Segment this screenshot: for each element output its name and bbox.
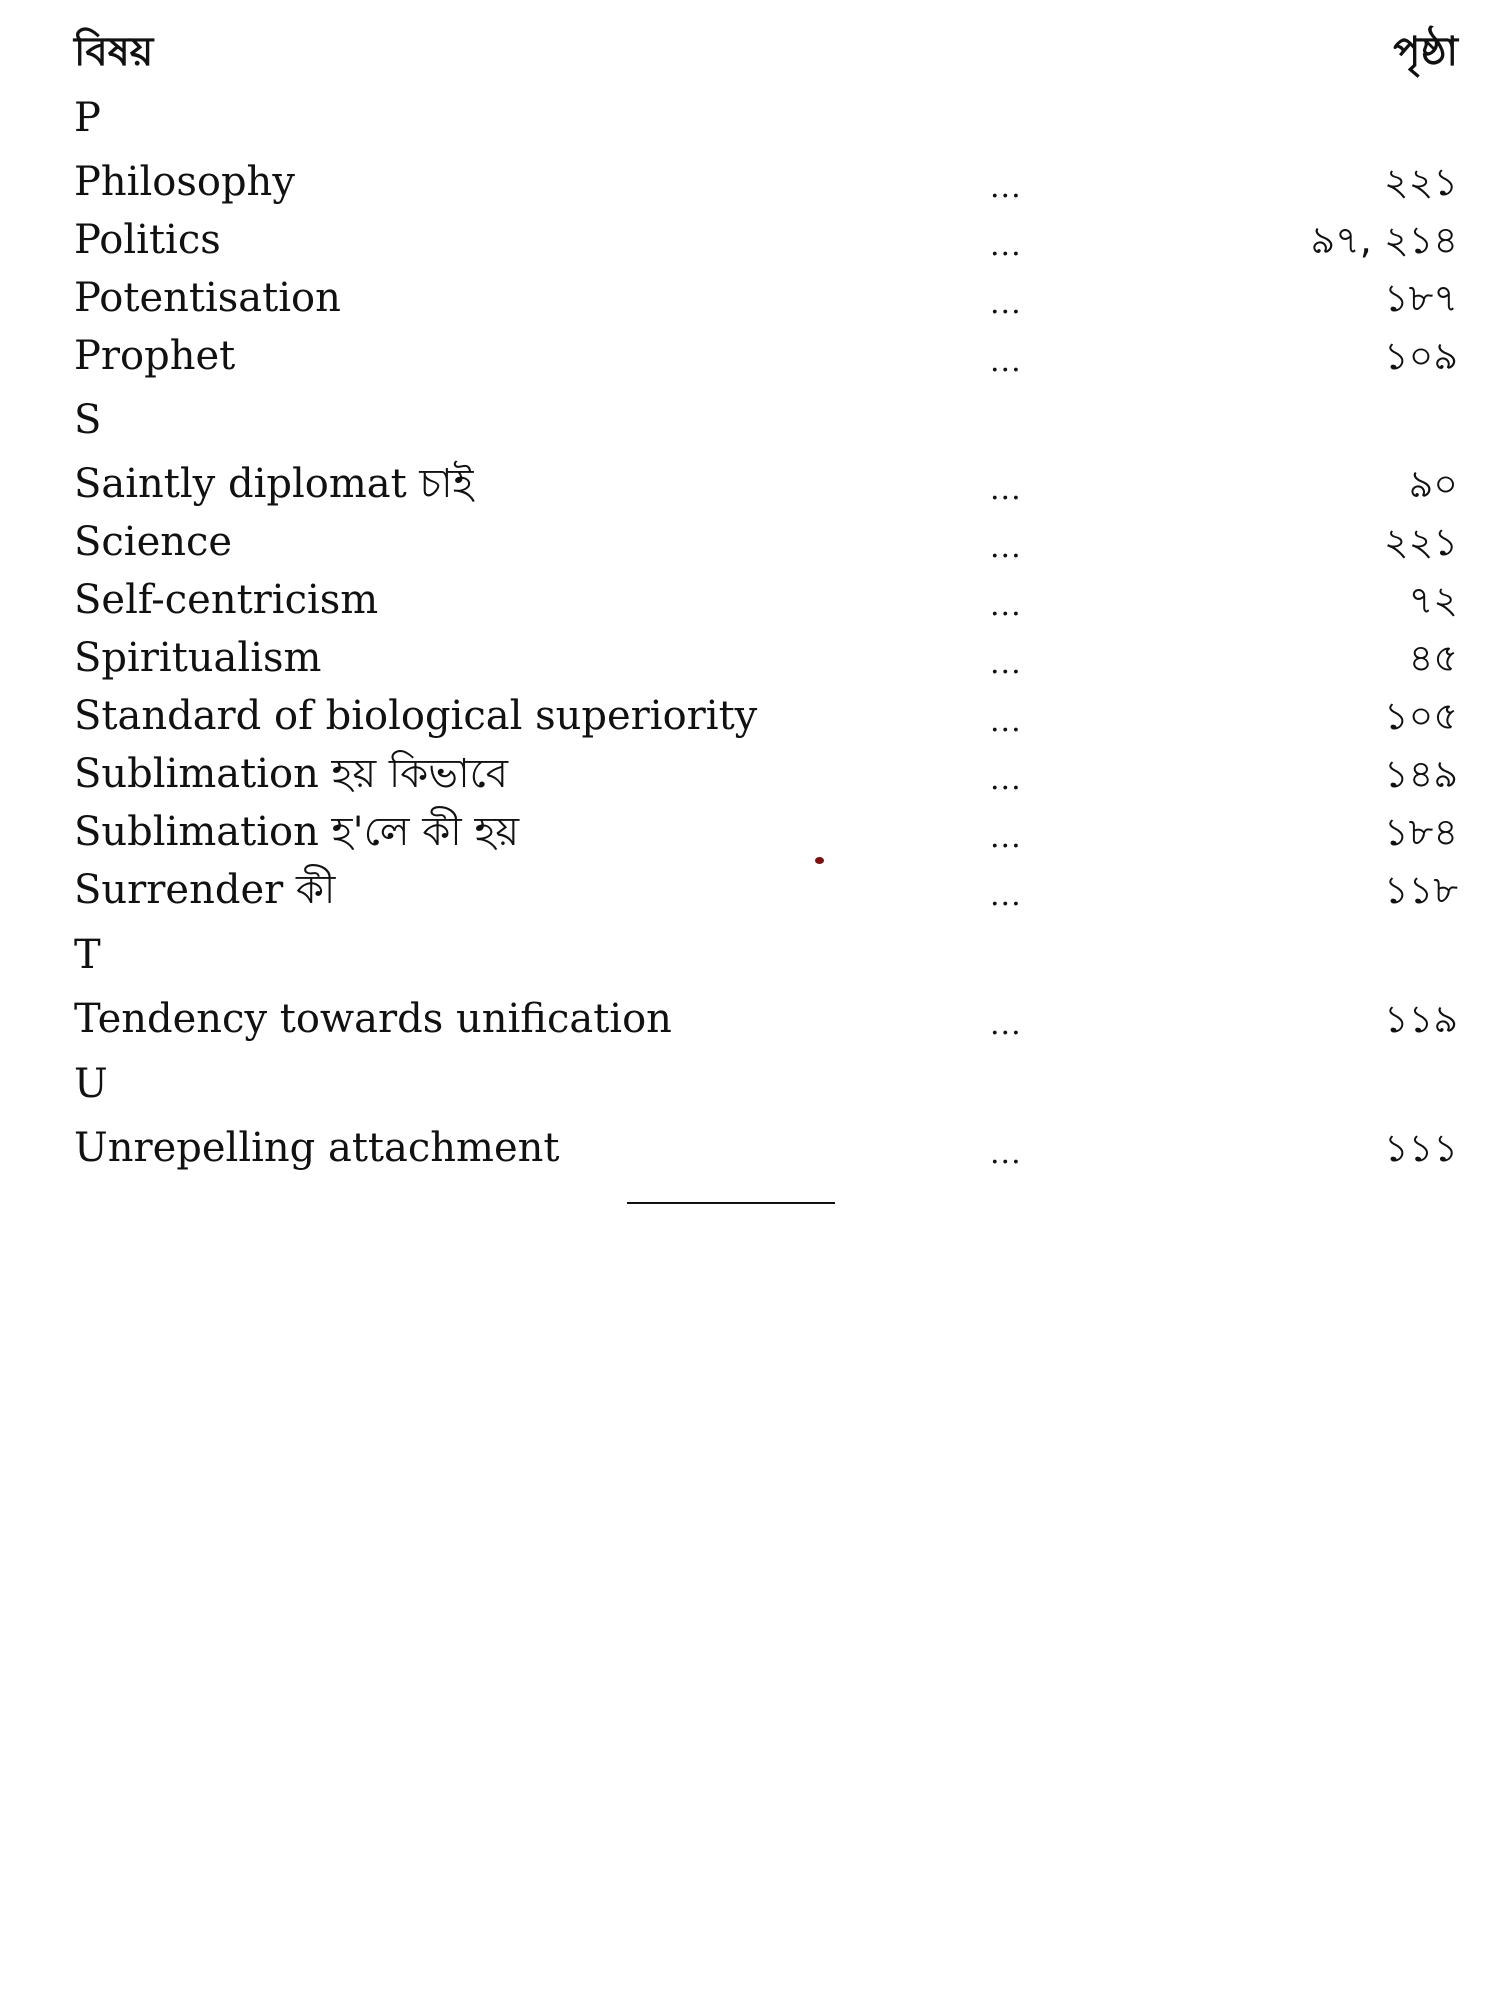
index-entry	[0, 153, 1500, 211]
entry-leader-dots: ...	[990, 530, 1022, 565]
entry-page-number: ৯৭, ২১৪	[1310, 218, 1458, 262]
index-entry	[0, 455, 1500, 513]
index-entry	[0, 571, 1500, 629]
section-letter-row	[0, 89, 1500, 147]
index-entry	[0, 629, 1500, 687]
index-entry	[0, 803, 1500, 861]
entry-term: Sublimation হয় কিভাবে	[74, 751, 509, 797]
entry-term: Surrender কী	[74, 867, 336, 913]
entry-term: Prophet	[74, 333, 236, 379]
entry-term: Tendency towards unification	[74, 996, 672, 1042]
subject-column-heading: বিষয়	[74, 29, 154, 75]
entry-page-number: ১১৯	[1384, 997, 1458, 1041]
entry-term: Philosophy	[74, 159, 295, 205]
section-letter: S	[74, 397, 102, 443]
index-entry	[0, 687, 1500, 745]
entry-page-number: ১১১	[1384, 1126, 1458, 1170]
index-entry	[0, 211, 1500, 269]
entry-leader-dots: ...	[990, 588, 1022, 623]
entry-page-number: ১০৫	[1383, 694, 1458, 738]
entry-term: Potentisation	[74, 275, 341, 321]
index-entry	[0, 990, 1500, 1048]
entry-leader-dots: ...	[990, 646, 1022, 681]
entry-leader-dots: ...	[990, 704, 1022, 739]
section-letter-row	[0, 391, 1500, 449]
entry-leader-dots: ...	[990, 878, 1022, 913]
entry-page-number: ১১৮	[1384, 868, 1458, 912]
section-letter-row	[0, 1055, 1500, 1113]
entry-leader-dots: ...	[990, 1007, 1022, 1042]
index-entry	[0, 327, 1500, 385]
section-letter: T	[74, 932, 101, 978]
entry-page-number: ৯০	[1408, 462, 1458, 506]
entry-leader-dots: ...	[990, 228, 1022, 263]
entry-page-number: ১৮৪	[1384, 810, 1458, 854]
entry-page-number: ১০৯	[1383, 334, 1458, 378]
entry-leader-dots: ...	[990, 1136, 1022, 1171]
section-letter: U	[74, 1061, 108, 1107]
entry-page-number: ৭২	[1408, 578, 1458, 622]
entry-leader-dots: ...	[990, 286, 1022, 321]
section-letter: P	[74, 95, 101, 141]
index-entry	[0, 513, 1500, 571]
entry-term: Sublimation হ'লে কী হয়	[74, 809, 520, 855]
entry-leader-dots: ...	[990, 762, 1022, 797]
end-of-index-rule	[627, 1202, 835, 1204]
index-entry	[0, 745, 1500, 803]
entry-page-number: ১৮৭	[1383, 276, 1458, 320]
ink-speck	[815, 857, 824, 864]
entry-leader-dots: ...	[990, 472, 1022, 507]
entry-leader-dots: ...	[990, 344, 1022, 379]
entry-page-number: ১৪৯	[1384, 752, 1458, 796]
entry-page-number: ২২১	[1383, 160, 1458, 204]
index-entry	[0, 861, 1500, 919]
section-letter-row	[0, 926, 1500, 984]
entry-term: Spiritualism	[74, 635, 322, 681]
entry-page-number: ৪৫	[1408, 636, 1458, 680]
entry-term: Standard of biological superiority	[74, 693, 758, 739]
entry-leader-dots: ...	[990, 820, 1022, 855]
entry-term: Unrepelling attachment	[74, 1125, 560, 1171]
entry-term: Science	[74, 519, 233, 565]
page-column-heading: পৃষ্ঠা	[1393, 29, 1458, 75]
entry-page-number: ২২১	[1383, 520, 1458, 564]
entry-term: Saintly diplomat চাই	[74, 461, 474, 507]
index-entry	[0, 269, 1500, 327]
index-entry	[0, 1119, 1500, 1177]
entry-leader-dots: ...	[990, 170, 1022, 205]
entry-term: Politics	[74, 217, 221, 263]
entry-term: Self-centricism	[74, 577, 379, 623]
